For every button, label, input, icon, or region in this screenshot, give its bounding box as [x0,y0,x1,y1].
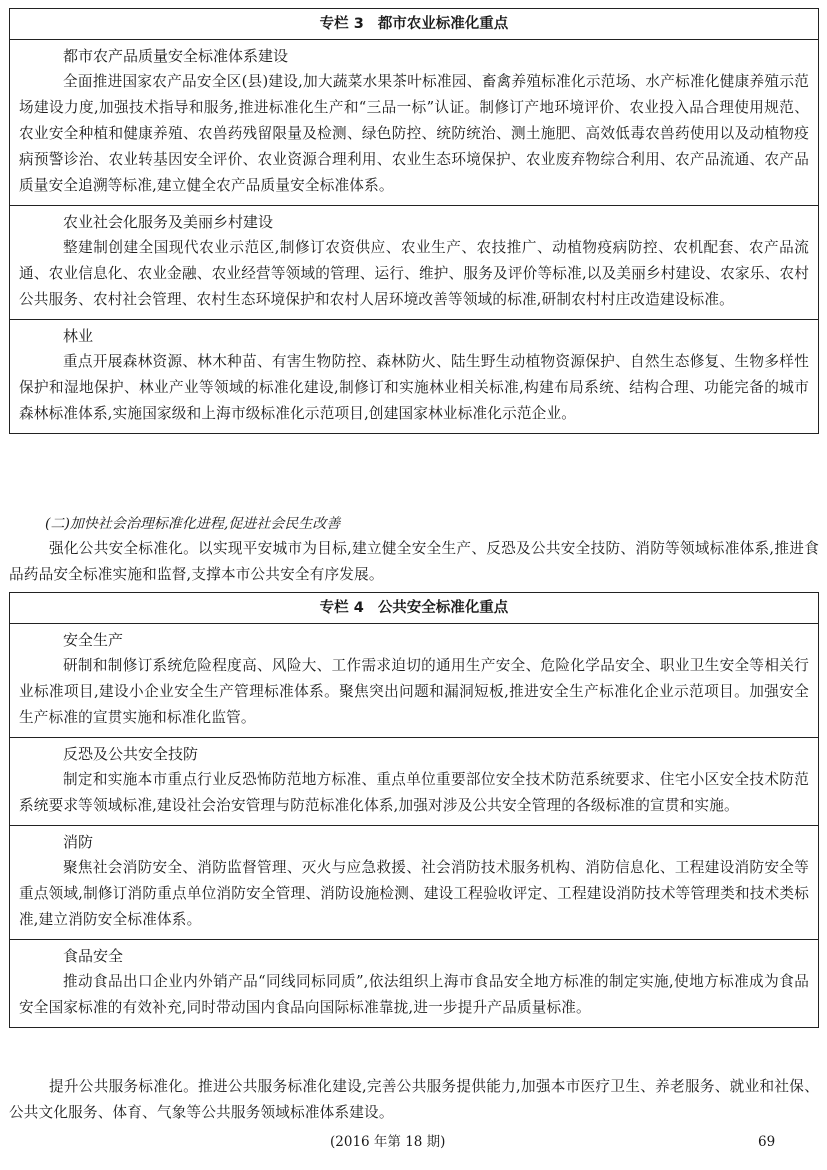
box-section [10,206,818,320]
box-title [10,9,818,40]
section-heading: 农业社会化服务及美丽乡村建设 [63,213,274,231]
box-section [10,738,818,826]
box-title-text: 都市农业标准化重点 [377,16,509,32]
body-paragraph: 强化公共安全标准化。以实现平安城市为目标,建立健全安全生产、反恐及公共安全技防、消防等领域标准体系,推进食品药品安全标准实施和监督,支撑本市公共安全有序发展。 [9,540,819,583]
box-title [10,593,818,624]
section-body: 整建制创建全国现代农业示范区,制修订农资供应、农业生产、农技推广、动植物疫病防控、农机配套、农产品流通、农业信息化、农业金融、农业经营等领域的管理、运行、维护、服务及评价等标准,以及美丽乡村建设、农家乐、农村公共服务、农村社会管理、农村生态环境保护和农村人居环境改善等领域的标准,研制农村村庄改造建设标准。 [19,239,809,308]
section-heading: 食品安全 [63,947,124,965]
section-heading: 消防 [63,833,94,851]
box-section [10,624,818,738]
page-footer [0,1130,827,1154]
feature-box-3 [9,8,819,434]
box-section [10,40,818,206]
feature-box-4 [9,592,819,1028]
section-heading: 反恐及公共安全技防 [63,745,199,763]
section-body: 全面推进国家农产品安全区(县)建设,加大蔬菜水果茶叶标准园、畜禽养殖标准化示范场、水产标准化健康养殖示范场建设力度,加强技术指导和服务,推进标准化生产和“三品一标”认证。制修订产地环境评价、农业投入品合理使用规范、农业安全种植和健康养殖、农兽药残留限量及检测、绿色防控、统防统治、测土施肥、高效低毒农兽药使用以及动植物疫病预警诊治、农业转基因安全评价、农业资源合理利用、农业生态环境保护、农业废弃物综合利用、农产品流通、农产品质量安全追溯等标准,建立健全农产品质量安全标准体系。 [19,73,809,194]
box-section [10,940,818,1027]
section-body: 制定和实施本市重点行业反恐怖防范地方标准、重点单位重要部位安全技术防范系统要求、住宅小区安全技术防范系统要求等领域标准,建设社会治安管理与防范标准化体系,加强对涉及公共安全管理的各级标准的宣贯和实施。 [19,771,809,814]
section-heading: 都市农产品质量安全标准体系建设 [63,47,289,65]
section-body: 研制和制修订系统危险程度高、风险大、工作需求迫切的通用生产安全、危险化学品安全、职业卫生安全等相关行业标准项目,建设小企业安全生产管理标准体系。聚焦突出问题和漏洞短板,推进安全生产标准化企业示范项目。加强安全生产标准的宣贯实施和标准化监管。 [19,657,809,726]
subsection-heading: (二)加快社会治理标准化进程,促进社会民生改善 [45,516,341,532]
section-heading: 安全生产 [63,631,124,649]
box-section [10,826,818,940]
box-title-text: 公共安全标准化重点 [377,600,509,616]
section-body: 推动食品出口企业内外销产品“同线同标同质”,依法组织上海市食品安全地方标准的制定实施,使地方标准成为食品安全国家标准的有效补充,同时带动国内食品向国际标准靠拢,进一步提升产品质量标准。 [19,973,809,1016]
section-heading: 林业 [63,327,94,345]
section-body: 聚焦社会消防安全、消防监督管理、灭火与应急救援、社会消防技术服务机构、消防信息化、工程建设消防安全等重点领域,制修订消防重点单位消防安全管理、消防设施检测、建设工程验收评定、工程建设消防技术等管理类和技术类标准,建立消防安全标准体系。 [19,859,809,928]
body-paragraph: 提升公共服务标准化。推进公共服务标准化建设,完善公共服务提供能力,加强本市医疗卫生、养老服务、就业和社保、公共文化服务、体育、气象等公共服务领域标准体系建设。 [9,1078,819,1121]
section-body: 重点开展森林资源、林木种苗、有害生物防控、森林防火、陆生野生动植物资源保护、自然生态修复、生物多样性保护和湿地保护、林业产业等领域的标准化建设,制修订和实施林业相关标准,构建布局系统、结构合理、功能完备的城市森林标准体系,实施国家级和上海市级标准化示范项目,创建国家林业标准化示范企业。 [19,353,809,422]
issue-label: (2016 年第 18 期) [330,1134,446,1150]
box-label: 专栏 3 [319,16,364,32]
page-number: 69 [758,1134,776,1150]
box-section [10,320,818,433]
box-label: 专栏 4 [319,600,364,616]
